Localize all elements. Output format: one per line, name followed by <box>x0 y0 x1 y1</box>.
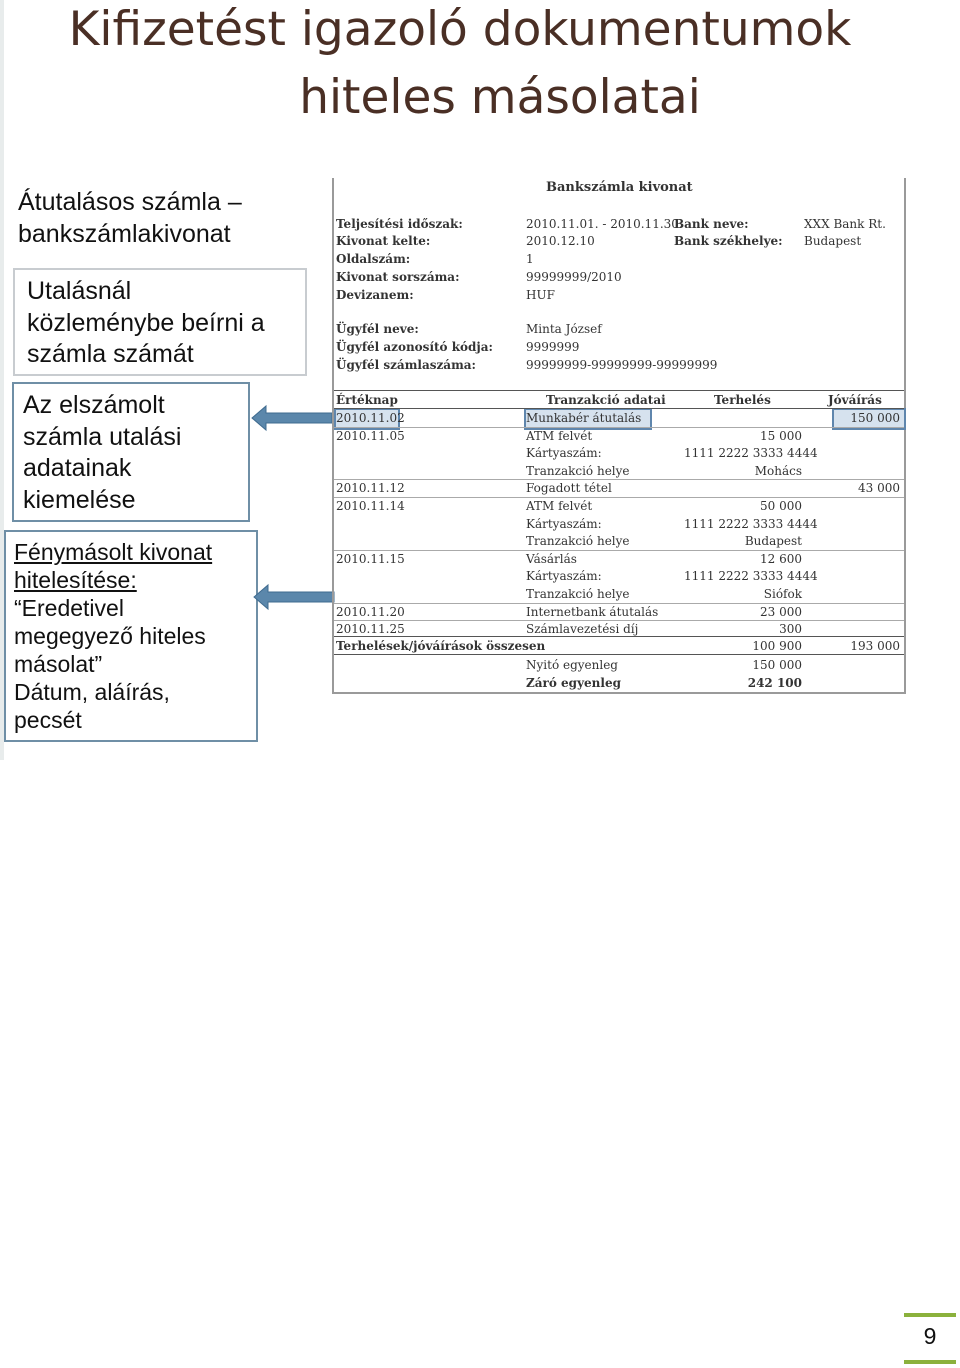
page-title-line2: hiteles másolatai <box>299 70 701 125</box>
bank-value: Budapest <box>804 234 862 248</box>
row-debit: 15 000 <box>760 428 802 443</box>
page-number: 9 <box>923 1323 937 1349</box>
info-value: 9999999 <box>526 340 580 354</box>
totals-debit: 100 900 <box>752 639 802 653</box>
row-divider <box>334 497 904 498</box>
row-mid: 1111 2222 3333 4444 <box>684 516 818 531</box>
info-label: Kivonat sorszáma: <box>336 270 460 284</box>
row-divider <box>334 620 904 621</box>
row-mid: 1111 2222 3333 4444 <box>684 446 818 461</box>
footer-bar-bottom <box>904 1360 956 1364</box>
highlight-note-box: Az elszámolt számla utalási adatainak kiemelése <box>12 382 250 522</box>
info-label: Ügyfél azonosító kódja: <box>336 340 493 354</box>
row-date: 2010.11.15 <box>336 551 405 566</box>
divider <box>334 408 904 409</box>
divider <box>334 636 904 637</box>
row-mid: 1111 2222 3333 4444 <box>684 569 818 584</box>
divider <box>334 390 904 391</box>
row-tx: Tranzakció helye <box>526 463 630 478</box>
info-value: Minta József <box>526 322 602 336</box>
row-tx: Számlavezetési díj <box>526 622 639 637</box>
bank-statement-image <box>332 178 906 694</box>
info-value: 99999999/2010 <box>526 270 622 284</box>
column-header: Terhelés <box>714 393 771 407</box>
row-divider <box>334 427 904 428</box>
info-label: Ügyfél számlaszáma: <box>336 358 476 372</box>
row-debit: 12 600 <box>760 551 802 566</box>
page-title-line1: Kifizetést igazoló dokumentumok <box>68 2 852 57</box>
totals-label: Terhelések/jóváírások összesen <box>336 639 546 653</box>
row-debit: Siófok <box>763 587 802 601</box>
row-tx: Kártyaszám: <box>526 516 602 531</box>
row-debit: Budapest <box>744 534 802 549</box>
info-value: 2010.12.10 <box>526 234 595 248</box>
balance-value: 242 100 <box>747 676 802 690</box>
row-date: 2010.11.14 <box>336 499 405 513</box>
statement-title: Bankszámla kivonat <box>546 180 693 195</box>
row-divider <box>334 479 904 480</box>
bank-label: Bank székhelye: <box>674 234 783 248</box>
row-divider <box>334 550 904 551</box>
row-tx: Vásárlás <box>526 551 577 566</box>
info-value: 99999999-99999999-99999999 <box>526 358 718 372</box>
info-value: 2010.11.01. - 2010.11.30. <box>526 217 683 231</box>
divider <box>334 654 904 655</box>
info-label: Teljesítési időszak: <box>336 217 463 231</box>
certification-note-box: Fénymásolt kivonat hitelesítése: “Eredetivel megegyező hiteles másolat” Dátum, aláírás, pecsét <box>4 530 258 742</box>
transfer-note-box: Utalásnál közleménybe beírni a számla számát <box>13 268 307 376</box>
info-label: Kivonat kelte: <box>336 234 431 248</box>
balance-label: Nyitó egyenleg <box>526 658 618 672</box>
arrow-left-icon <box>252 583 336 611</box>
bank-label: Bank neve: <box>674 217 749 231</box>
row-tx: Kártyaszám: <box>526 446 602 461</box>
info-value: HUF <box>526 288 555 302</box>
info-label: Oldalszám: <box>336 252 411 266</box>
row-tx: ATM felvét <box>526 499 593 513</box>
bank-value: XXX Bank Rt. <box>804 217 886 231</box>
row-tx: Tranzakció helye <box>526 587 630 601</box>
row-credit: 43 000 <box>858 481 900 496</box>
column-header: Jóváírás <box>828 393 882 407</box>
row-debit: 23 000 <box>760 604 802 619</box>
row-date: 2010.11.20 <box>336 604 405 619</box>
row-credit: 150 000 <box>850 411 900 425</box>
footer-bar-top <box>904 1313 956 1317</box>
row-tx: Munkabér átutalás <box>526 411 642 425</box>
row-tx: Kártyaszám: <box>526 569 602 584</box>
row-date: 2010.11.25 <box>336 622 405 637</box>
statement-type-label: Átutalásos számla – bankszámlakivonat <box>18 188 242 248</box>
row-debit: 50 000 <box>760 499 802 513</box>
row-tx: Tranzakció helye <box>526 534 630 549</box>
balance-value: 150 000 <box>752 658 802 672</box>
column-header: Tranzakció adatai <box>546 393 666 407</box>
row-tx: Internetbank átutalás <box>526 604 659 619</box>
info-label: Ügyfél neve: <box>336 322 419 336</box>
row-debit: Mohács <box>754 463 802 478</box>
row-date: 2010.11.05 <box>336 428 405 443</box>
info-label: Devizanem: <box>336 288 414 302</box>
arrow-left-icon <box>250 404 334 432</box>
row-date: 2010.11.02 <box>336 411 405 425</box>
row-divider <box>334 603 904 604</box>
row-tx: ATM felvét <box>526 428 593 443</box>
balance-label: Záró egyenleg <box>526 676 621 690</box>
row-debit: 300 <box>779 622 802 637</box>
row-date: 2010.11.12 <box>336 481 405 496</box>
row-tx: Fogadott tétel <box>526 481 612 496</box>
column-header: Értéknap <box>336 393 398 407</box>
totals-credit: 193 000 <box>850 639 900 653</box>
info-value: 1 <box>526 252 534 266</box>
